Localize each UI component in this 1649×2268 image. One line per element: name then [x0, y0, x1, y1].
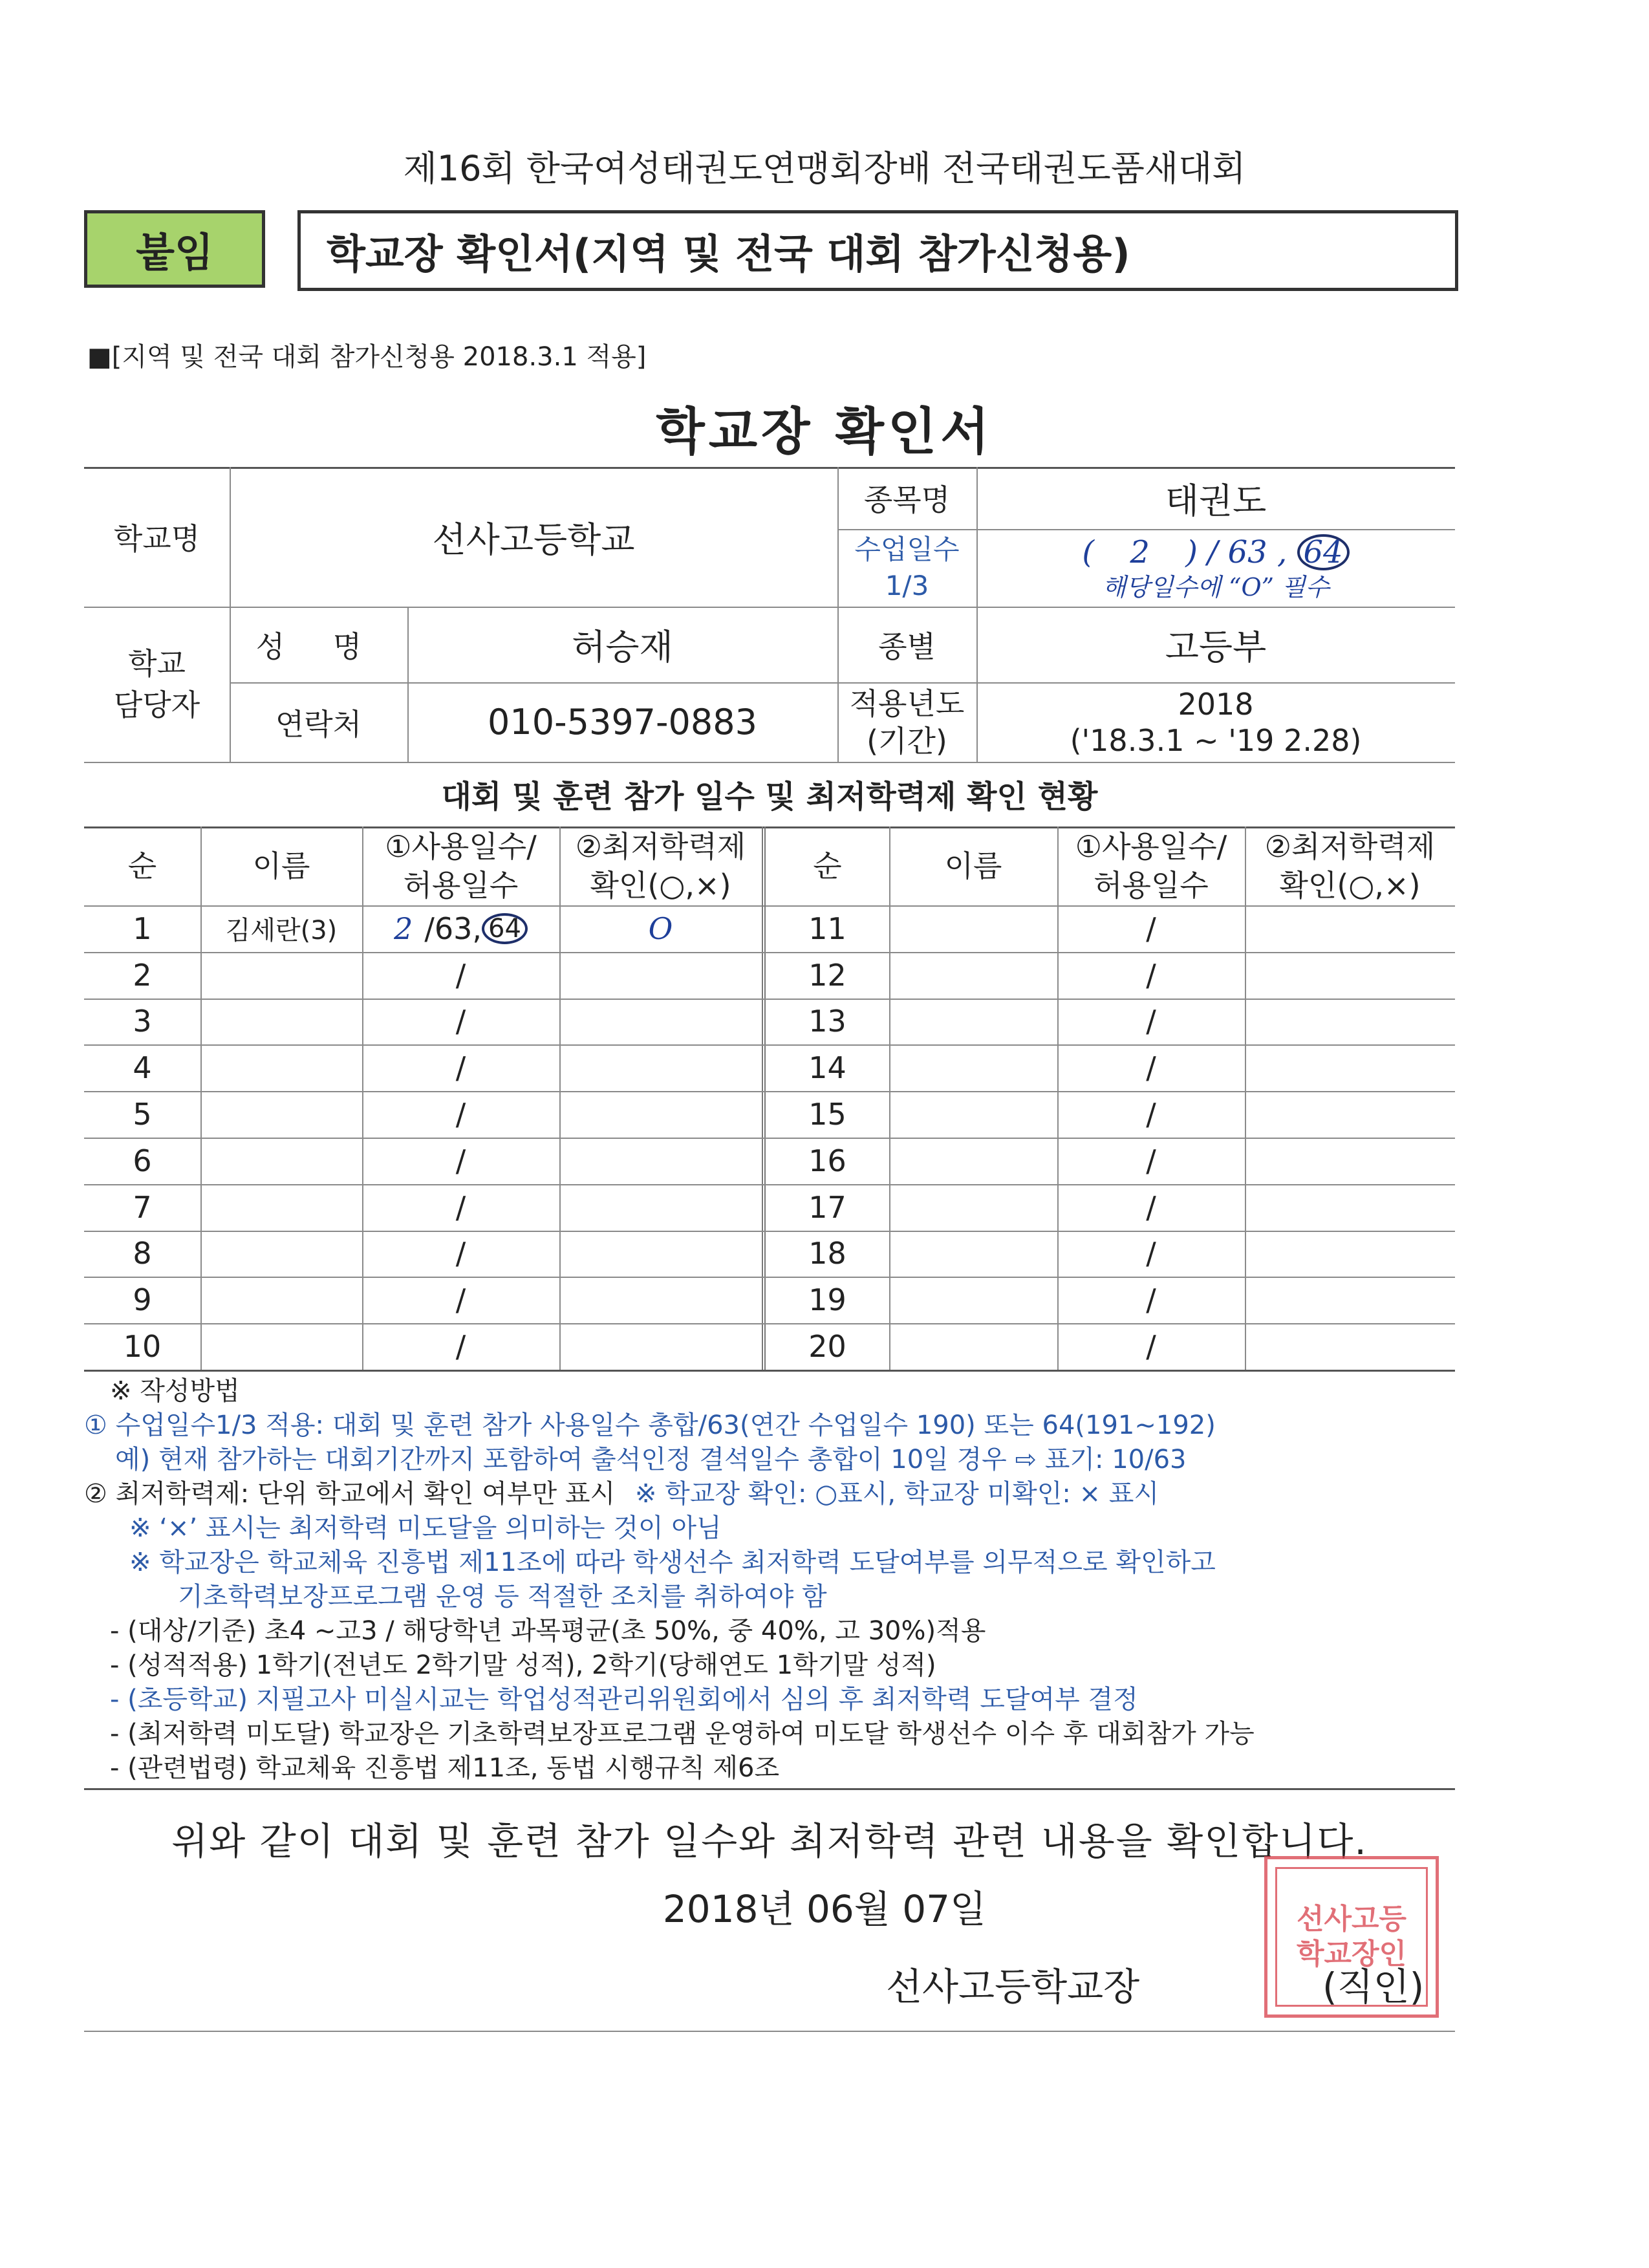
row-number: 10: [123, 1329, 162, 1365]
athlete-name: [200, 1277, 362, 1323]
school-days-label: [837, 529, 976, 607]
col-name-right: 이름: [944, 848, 1002, 883]
instruction-line-3b: ※ 학교장 확인: ○표시, 학교장 미확인: × 표시: [634, 1479, 1159, 1509]
year-label: [837, 682, 976, 762]
col-check-left-line1: ②최저학력제: [575, 829, 746, 864]
year-label-line1: 적용년도: [849, 686, 965, 721]
school-days-label-line2: 1/3: [885, 570, 929, 601]
instructions-heading: ※ 작성방법: [110, 1376, 240, 1406]
allowed-days: /: [1146, 1050, 1156, 1086]
allowed-days: /: [455, 1236, 466, 1271]
allowed-days: /: [1146, 1143, 1156, 1178]
year-value: [976, 682, 1455, 762]
col-no-left: 순: [127, 848, 157, 883]
col-no-right: 순: [813, 848, 842, 883]
contact-label-line2: 담당자: [113, 687, 200, 722]
athlete-name: [200, 952, 362, 999]
days-cell: [362, 952, 559, 999]
grade-check: O: [648, 911, 673, 946]
school-days-value: [976, 529, 1455, 607]
col-days-right-line1: ①사용일수/: [1075, 829, 1227, 864]
grade-check: [1245, 999, 1455, 1045]
athlete-name: 김세란(3): [225, 916, 338, 946]
row-number: 16: [808, 1143, 846, 1178]
phone-label: 연락처: [275, 706, 362, 742]
athlete-name: [200, 1323, 362, 1370]
instruction-line-3: [84, 1477, 1468, 1511]
instruction-line-8: - (성적적용) 1학기(전년도 2학기말 성적), 2학기(당해연도 1학기말 성적): [110, 1650, 936, 1680]
confirmation-statement: 위와 같이 대회 및 훈련 참가 일수와 최저학력 관련 내용을 확인합니다.: [171, 1819, 1368, 1863]
main-title: 학교장 확인서: [656, 403, 993, 461]
grade-check: [1245, 1044, 1455, 1091]
days-circled: 64: [1297, 534, 1350, 570]
days-cell: [362, 1277, 559, 1323]
contact-label-line1: 학교: [128, 646, 186, 681]
row-number: 8: [133, 1236, 152, 1271]
grade-check: [559, 1138, 762, 1184]
col-days-left-line1: ①사용일수/: [385, 829, 537, 864]
division-value: 고등부: [1165, 627, 1267, 667]
allowed-days: /: [455, 1004, 466, 1039]
days-cell: [1057, 1091, 1245, 1138]
instruction-line-5: ※ 학교장은 학교체육 진흥법 제11조에 따라 학생선수 최저학력 도달여부를 의무적으로 확인하고: [129, 1548, 1216, 1577]
document-title: 학교장 확인서(지역 및 전국 대회 참가신청용): [327, 230, 1130, 277]
days-note: 해당일수에 “O” 필수: [1102, 573, 1330, 601]
grade-check: [559, 1044, 762, 1091]
event-title: 제16회 한국여성태권도연맹회장배 전국태권도품새대회: [403, 148, 1246, 189]
grade-check: [559, 1184, 762, 1231]
grade-check: [1245, 1138, 1455, 1184]
document-title-box: [297, 210, 1458, 291]
athlete-name: [889, 1091, 1057, 1138]
allowed-days: /: [455, 1097, 466, 1132]
row-number: 3: [133, 1004, 152, 1039]
days-cell: [1057, 1138, 1245, 1184]
instruction-line-11: - (관련법령) 학교체육 진흥법 제11조, 동법 시행규칙 제6조: [110, 1753, 780, 1783]
allowed-days: /: [1146, 911, 1156, 946]
allowed-days: /: [1146, 1236, 1156, 1271]
school-days-label-line1: 수업일수: [854, 534, 960, 565]
row-number: 20: [808, 1329, 846, 1365]
allowed-days: /: [1146, 1189, 1156, 1225]
col-check-right: [1245, 826, 1455, 905]
athlete-name: [200, 1091, 362, 1138]
days-cell: [1057, 1277, 1245, 1323]
row-number: 18: [808, 1236, 846, 1271]
days-cell: [1057, 1231, 1245, 1277]
row-number: 15: [808, 1097, 846, 1132]
row-number: 2: [133, 957, 152, 993]
days-cell: [362, 999, 559, 1045]
days-cell: [362, 1323, 559, 1370]
col-check-left: [559, 826, 762, 905]
allowed-days: /: [1146, 1329, 1156, 1365]
school-name-value: 선사고등학교: [432, 519, 635, 560]
contact-label: [84, 607, 230, 762]
days-cell: [1057, 1323, 1245, 1370]
instruction-line-10: - (최저학력 미도달) 학교장은 기초학력보장프로그램 운영하여 미도달 학생선수 이수 후 대회참가 가능: [110, 1719, 1255, 1749]
athlete-name: [889, 952, 1057, 999]
row-number: 1: [133, 911, 152, 946]
days-cell: [1057, 1044, 1245, 1091]
allowed-days: /: [1146, 1282, 1156, 1318]
grade-check: [559, 1231, 762, 1277]
days-cell: [1057, 905, 1245, 952]
year-value-period: ('18.3.1 ~ '19 2.28): [1070, 722, 1362, 758]
allowed-days: /: [1146, 1097, 1156, 1132]
grade-check: [559, 952, 762, 999]
days-cell: [362, 905, 559, 952]
col-days-right-line2: 허용일수: [1094, 868, 1209, 903]
athlete-name: [889, 999, 1057, 1045]
grade-check: [1245, 952, 1455, 999]
used-days: 2: [394, 911, 413, 946]
athlete-name: [200, 999, 362, 1045]
allowed-days: /: [455, 1282, 466, 1318]
col-days-right: [1057, 826, 1245, 905]
col-check-right-line1: ②최저학력제: [1264, 829, 1436, 864]
instruction-line-2: 예) 현재 참가하는 대회기간까지 포함하여 출석인정 결석일수 총합이 10일 경우 ⇨ 표기: 10/63: [115, 1445, 1187, 1474]
grade-check: [1245, 905, 1455, 952]
athlete-name: [889, 1277, 1057, 1323]
year-label-line2: (기간): [867, 723, 947, 759]
athlete-name: [889, 1184, 1057, 1231]
days-total: ) / 63 ,: [1185, 534, 1288, 570]
allowed-days: /: [1146, 1004, 1156, 1039]
allowed-days: /: [455, 1050, 466, 1086]
status-title: 대회 및 훈련 참가 일수 및 최저학력제 확인 현황: [441, 779, 1098, 815]
row-number: 5: [133, 1097, 152, 1132]
instruction-line-1: ① 수업일수1/3 적용: 대회 및 훈련 참가 사용일수 총합/63(연간 수업일수 190) 또는 64(191~192): [84, 1410, 1216, 1440]
instruction-line-4: ※ ‘×’ 표시는 최저학력 미도달을 의미하는 것이 아님: [129, 1513, 722, 1543]
row-number: 9: [133, 1282, 152, 1318]
row-number: 17: [808, 1189, 846, 1225]
allowed-days: /: [455, 1189, 466, 1225]
allowed-days: /: [455, 1329, 466, 1365]
name-value: 허승재: [572, 627, 673, 667]
grade-check: [559, 1091, 762, 1138]
row-number: 11: [808, 911, 846, 946]
col-days-left: [362, 826, 559, 905]
days-cell: [362, 1091, 559, 1138]
grade-check: [559, 1277, 762, 1323]
athlete-name: [889, 1044, 1057, 1091]
grade-check: [1245, 1091, 1455, 1138]
seal-label: (직인): [1322, 1965, 1425, 2009]
sport-label: 종목명: [863, 482, 951, 517]
phone-value: 010-5397-0883: [488, 702, 757, 742]
row-number: 7: [133, 1189, 152, 1225]
document-date: 2018년 06월 07일: [662, 1887, 987, 1931]
row-number: 12: [808, 957, 846, 993]
sport-value: 태권도: [1165, 480, 1267, 521]
athlete-name: [889, 1138, 1057, 1184]
grade-check: [1245, 1184, 1455, 1231]
application-note: ■[지역 및 전국 대회 참가신청용 2018.3.1 적용]: [87, 342, 647, 372]
allowed-days: /: [1146, 957, 1156, 993]
days-cell: [362, 1138, 559, 1184]
signer-name: 선사고등학교장: [886, 1965, 1140, 2009]
row-number: 14: [808, 1050, 846, 1086]
instructions: [84, 1374, 1468, 1786]
row-number: 19: [808, 1282, 846, 1318]
attachment-tag: [84, 210, 265, 288]
school-name-label: 학교명: [113, 521, 200, 556]
row-number: 6: [133, 1143, 152, 1178]
instruction-line-9: - (초등학교) 지필고사 미실시교는 학업성적관리위원회에서 심의 후 최저학력 도달여부 결정: [110, 1685, 1138, 1714]
days-cell: [362, 1184, 559, 1231]
days-cell: [362, 1231, 559, 1277]
athlete-name: [889, 905, 1057, 952]
instruction-line-7: - (대상/기준) 초4 ~고3 / 해당학년 과목평균(초 50%, 중 40%, 고 30%)적용: [110, 1616, 986, 1646]
col-check-right-line2: 확인(○,×): [1279, 868, 1421, 903]
instruction-line-3a: ② 최저학력제: 단위 학교에서 확인 여부만 표시: [84, 1479, 616, 1509]
days-cell: [1057, 952, 1245, 999]
col-days-left-line2: 허용일수: [403, 868, 519, 903]
col-name-left: 이름: [252, 848, 310, 883]
athlete-name: [200, 1044, 362, 1091]
athlete-name: [889, 1323, 1057, 1370]
instruction-line-6: 기초학력보장프로그램 운영 등 적절한 조치를 취하여야 함: [178, 1582, 827, 1612]
official-seal-text: 선사고등학교장인: [1296, 1903, 1406, 1971]
allowed-days-circled: 64: [482, 913, 528, 944]
grade-check: [559, 999, 762, 1045]
attachment-tag-label: 붙임: [136, 228, 213, 276]
name-label: 성 명: [255, 629, 382, 664]
year-value-year: 2018: [1178, 686, 1254, 722]
days-cell: [362, 1044, 559, 1091]
grade-check: [559, 1323, 762, 1370]
athlete-name: [200, 1138, 362, 1184]
grade-check: [1245, 1231, 1455, 1277]
allowed-days: /: [455, 1143, 466, 1178]
row-number: 4: [133, 1050, 152, 1086]
athlete-name: [889, 1231, 1057, 1277]
days-cell: [1057, 1184, 1245, 1231]
days-open-paren: (: [1082, 534, 1095, 570]
days-cell: [1057, 999, 1245, 1045]
athlete-name: [200, 1184, 362, 1231]
days-used: 2: [1130, 534, 1150, 570]
grade-check: [1245, 1277, 1455, 1323]
allowed-days: /63,: [424, 911, 482, 946]
athlete-name: [200, 1231, 362, 1277]
division-label: 종별: [878, 629, 936, 664]
allowed-days: /: [455, 957, 466, 993]
grade-check: [1245, 1323, 1455, 1370]
row-number: 13: [808, 1004, 846, 1039]
col-check-left-line2: 확인(○,×): [590, 868, 731, 903]
